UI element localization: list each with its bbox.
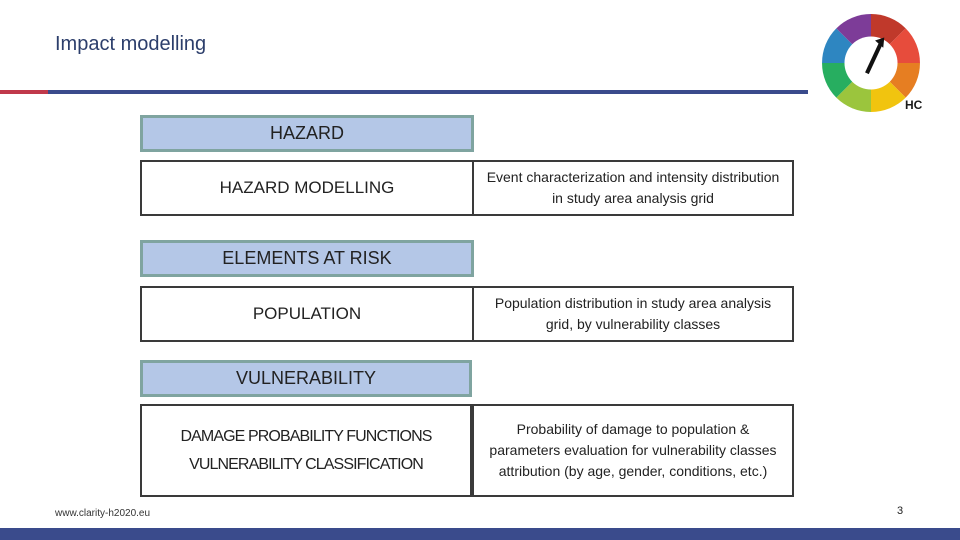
header-rule-red xyxy=(0,90,48,94)
section-vulnerability: VULNERABILITY xyxy=(140,360,472,397)
item-damage-vulnerability xyxy=(140,404,472,497)
description-vulnerability: Probability of damage to population & parameters evaluation for vulnerability classes attribution (by age, gender, conditions, etc.) xyxy=(472,404,794,497)
section-elements-at-risk: ELEMENTS AT RISK xyxy=(140,240,474,277)
wheel-label: HC xyxy=(905,98,923,112)
item-damage-probability-functions: DAMAGE PROBABILITY FUNCTIONS xyxy=(180,427,432,445)
footer-url: www.clarity-h2020.eu xyxy=(55,508,151,519)
page-number: 3 xyxy=(897,505,904,517)
description-population: Population distribution in study area analysis grid, by vulnerability classes xyxy=(472,286,794,342)
item-population: POPULATION xyxy=(140,286,474,342)
page-title: Impact modelling xyxy=(55,33,207,55)
item-vulnerability-classification: VULNERABILITY CLASSIFICATION xyxy=(189,455,423,473)
footer-bar xyxy=(0,528,960,540)
item-hazard-modelling: HAZARD MODELLING xyxy=(140,160,474,216)
description-hazard: Event characterization and intensity distribution in study area analysis grid xyxy=(472,160,794,216)
section-hazard: HAZARD xyxy=(140,115,474,152)
header-rule-blue xyxy=(48,90,808,94)
